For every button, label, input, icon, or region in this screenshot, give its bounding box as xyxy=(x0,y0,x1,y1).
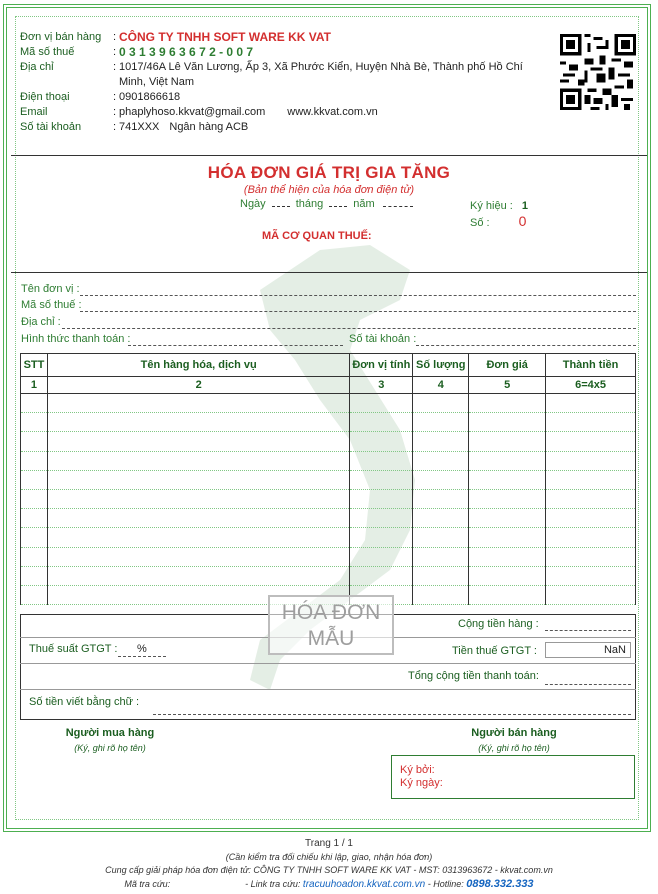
buyer-sign-title: Người mua hàng xyxy=(65,727,155,739)
vat-rate-unit: % xyxy=(137,643,147,655)
in-words-label: Số tiền viết bằng chữ : xyxy=(29,696,140,708)
seller-email: phaplyhoso.kkvat@gmail.com xyxy=(119,106,266,118)
subtotal-label: Cộng tiền hàng : xyxy=(458,618,539,630)
col-number: 5 xyxy=(469,377,546,394)
col-name: Tên hàng hóa, dịch vụ xyxy=(47,354,349,377)
tax-authority-code: MÃ CƠ QUAN THUẾ: xyxy=(262,230,372,242)
lookup-info xyxy=(0,878,658,890)
seller-phone-label: Điện thoại xyxy=(20,91,70,103)
day-label: Ngày xyxy=(240,198,266,210)
qr-code-icon xyxy=(560,34,636,110)
watermark-line2: MẪU xyxy=(307,627,355,650)
buyer-account-label: Số tài khoản : xyxy=(349,333,417,345)
seller-divider xyxy=(11,155,647,156)
seller-bank: Ngân hàng ACB xyxy=(169,121,249,133)
month-label: tháng xyxy=(295,198,324,210)
watermark-line1: HÓA ĐƠN xyxy=(281,601,381,624)
seller-sign-title: Người bán hàng xyxy=(471,727,557,739)
seller-account: 741XXX xyxy=(119,121,160,133)
check-note: (Cần kiểm tra đối chiếu khi lập, giao, nhận hóa đơn) xyxy=(225,852,433,862)
invoice-title: HÓA ĐƠN GIÁ TRỊ GIA TĂNG xyxy=(207,163,451,182)
table-row xyxy=(21,432,636,451)
digital-signature-box xyxy=(391,755,635,799)
seller-address-label: Địa chỉ xyxy=(20,61,54,73)
col-amount: Thành tiền xyxy=(546,354,636,377)
seller-info: Đơn vị bán hàng : CÔNG TY TNHH SOFT WARE KK VAT Mã số thuế : 0 3 1 3 9 6 3 6 7 2 - 0 0 7 Địa chỉ : 1017/46A Lê Văn Lương, Ấp 3, Xã Phước Kiển, Huyện Nhà Bè, Thành phố Hồ Chí Minh, Việt Nam Điện thoại : 0901866618 Email : phaplyhoso.kkvat@gmail.com www.kkvat.com.vn Số tài khoản : 741XXX Ngân hàng ACB xyxy=(20,30,539,135)
buyer-tax-label: Mã số thuế : xyxy=(21,299,82,311)
invoice-date xyxy=(240,198,413,210)
table-row xyxy=(21,566,636,585)
table-row xyxy=(21,547,636,566)
invoice-number-value: 0 xyxy=(518,213,527,229)
seller-account-label: Số tài khoản xyxy=(20,121,82,133)
hotline: 0898.332.333 xyxy=(466,878,534,890)
grand-total-label: Tổng cộng tiền thanh toán: xyxy=(408,670,539,682)
header-divider xyxy=(11,272,647,273)
table-row xyxy=(21,413,636,432)
col-number: 1 xyxy=(21,377,48,394)
seller-website: www.kkvat.com.vn xyxy=(287,106,378,118)
table-row xyxy=(21,528,636,547)
provider-info: Cung cấp giải pháp hóa đơn điện tử: CÔNG TY TNHH SOFT WARE KK VAT - MST: 0313963672 - kkvat.com.vn xyxy=(105,865,553,875)
items-table xyxy=(20,353,636,605)
col-unit: Đơn vị tính xyxy=(350,354,413,377)
invoice-number: Số : 0 xyxy=(470,213,527,229)
seller-phone: 0901866618 xyxy=(119,91,181,103)
invoice-subtitle: (Bản thể hiện của hóa đơn điện tử) xyxy=(243,184,415,196)
buyer-address-label: Địa chỉ : xyxy=(21,316,61,328)
vat-rate-label: Thuế suất GTGT : xyxy=(29,643,118,655)
year-label: năm xyxy=(353,198,375,210)
seller-email-label: Email xyxy=(20,106,48,118)
table-row xyxy=(21,489,636,508)
table-row xyxy=(21,394,636,413)
col-price: Đơn giá xyxy=(469,354,546,377)
buyer-unit-label: Tên đơn vị : xyxy=(21,283,80,295)
seller-sign-note: (Ký, ghi rõ họ tên) xyxy=(478,743,550,753)
invoice-symbol: Ký hiệu : 1 xyxy=(470,200,528,212)
lookup-link[interactable]: tracuuhoadon.kkvat.com.vn xyxy=(302,879,426,890)
col-qty: Số lượng xyxy=(413,354,469,377)
page-number: Trang 1 / 1 xyxy=(305,838,353,849)
table-row xyxy=(21,509,636,528)
seller-tax-label: Mã số thuế xyxy=(20,46,75,58)
vat-amount-value: NaN xyxy=(545,642,631,658)
signed-date-label: Ký ngày: xyxy=(400,777,443,789)
table-row xyxy=(21,470,636,489)
vat-amount-label: Tiền thuế GTGT : xyxy=(452,645,537,657)
sample-watermark xyxy=(268,595,394,655)
table-row xyxy=(21,451,636,470)
lookup-link-label: - Link tra cứu: xyxy=(245,879,301,889)
seller-tax: 0 3 1 3 9 6 3 6 7 2 - 0 0 7 xyxy=(119,45,254,59)
seller-name: CÔNG TY TNHH SOFT WARE KK VAT xyxy=(119,30,331,44)
col-stt: STT xyxy=(21,354,48,377)
lookup-label: Mã tra cứu: xyxy=(124,879,171,889)
payment-method-label: Hình thức thanh toán : xyxy=(21,333,131,345)
signed-by-label: Ký bởi: xyxy=(400,764,435,776)
col-number: 3 xyxy=(350,377,413,394)
seller-address: 1017/46A Lê Văn Lương, Ấp 3, Xã Phước Kiển, Huyện Nhà Bè, Thành phố Hồ Chí Minh, Việt Nam xyxy=(119,61,523,88)
invoice-symbol-value: 1 xyxy=(521,200,528,212)
seller-name-label: Đơn vị bán hàng xyxy=(20,31,102,43)
col-number: 2 xyxy=(47,377,349,394)
hotline-label: - Hotline: xyxy=(427,879,464,889)
col-number: 4 xyxy=(413,377,469,394)
col-number: 6=4x5 xyxy=(546,377,636,394)
buyer-sign-note: (Ký, ghi rõ họ tên) xyxy=(74,743,146,753)
